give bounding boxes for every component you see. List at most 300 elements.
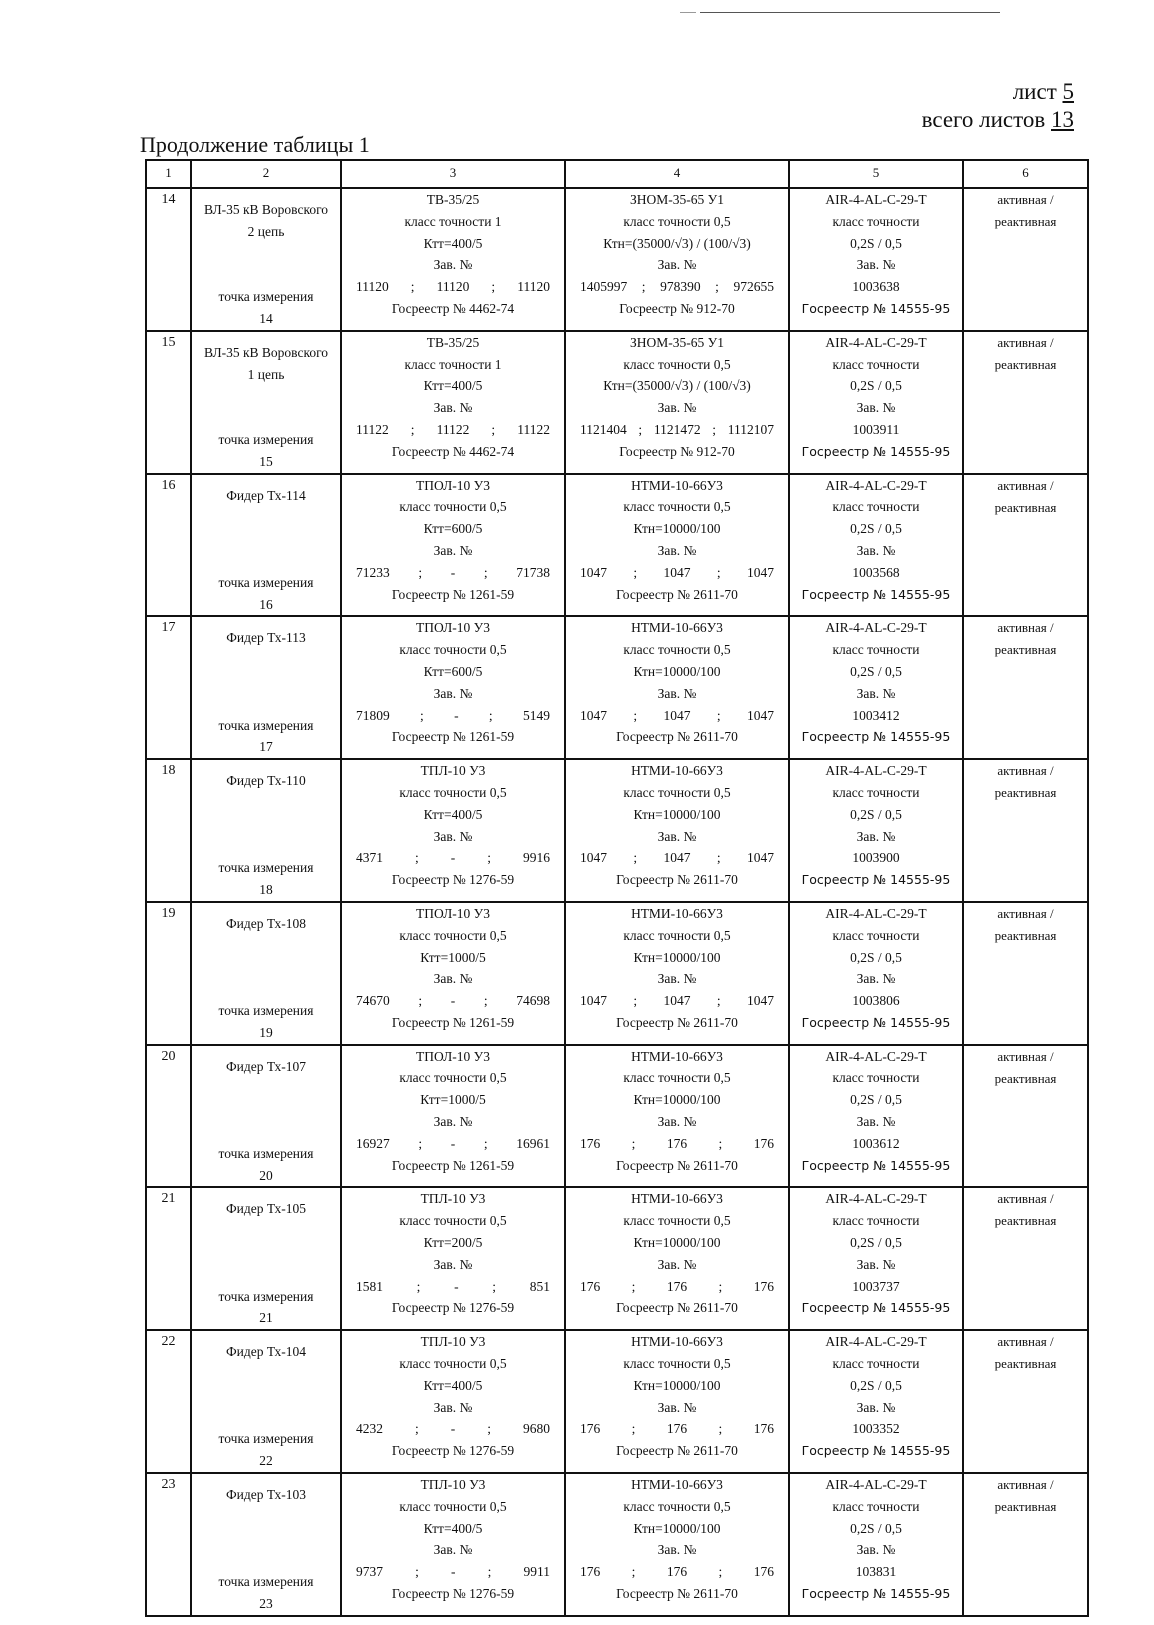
meter-registry: Госреестр № 14555-95 <box>801 300 951 316</box>
meter-serial-number: 1003612 <box>852 1135 900 1151</box>
serial-number: - <box>450 850 456 866</box>
meter-registry: Госреестр № 14555-95 <box>801 729 951 745</box>
vt-serial-numbers <box>566 1561 788 1583</box>
meter-type: AIR-4-AL-C-29-T <box>825 905 927 921</box>
row-number-cell <box>146 474 191 617</box>
meter-cell <box>789 331 963 474</box>
energy-type-line: реактивная <box>994 642 1057 658</box>
meter-accuracy-class: 0,2S / 0,5 <box>850 235 902 251</box>
vt-ratio: Ктн=(35000/√3) / (100/√3) <box>603 235 751 251</box>
meter-registry: Госреестр № 14555-95 <box>801 443 951 459</box>
sheet-label: лист <box>1012 79 1057 104</box>
ct-serial-numbers <box>342 562 564 584</box>
spacer <box>192 1363 340 1385</box>
row-number-cell <box>146 188 191 331</box>
row-number: 23 <box>161 1477 176 1493</box>
serial-number: - <box>450 993 456 1009</box>
table-row <box>146 1045 1088 1188</box>
ct-accuracy-class: класс точности 0,5 <box>399 1213 507 1229</box>
connection-name-line: 2 цепь <box>247 223 285 239</box>
serial-number: 1581 <box>356 1278 383 1294</box>
meter-registry: Госреестр № 14555-95 <box>801 1586 951 1602</box>
voltage-transformer-cell <box>565 759 789 902</box>
vt-ratio: Ктн=10000/100 <box>633 1520 721 1536</box>
ct-serial-label: Зав. № <box>433 1256 473 1272</box>
meter-serial-label: Зав. № <box>856 400 896 416</box>
connection-name <box>192 913 340 935</box>
meter-cell <box>789 616 963 759</box>
row-number-cell <box>146 1330 191 1473</box>
voltage-transformer-cell <box>565 1330 789 1473</box>
current-transformer-cell <box>341 902 565 1045</box>
energy-type-line: активная / <box>997 1477 1054 1493</box>
meter-type: AIR-4-AL-C-29-T <box>825 477 927 493</box>
serial-number: 1047 <box>663 850 691 866</box>
meter-serial-label: Зав. № <box>856 971 896 987</box>
serial-separator: ; <box>483 1135 488 1151</box>
measurement-point-number: 16 <box>259 596 273 612</box>
voltage-transformer-cell <box>565 616 789 759</box>
table-row <box>146 188 1088 331</box>
serial-number: 71738 <box>516 564 550 580</box>
energy-type-line: активная / <box>997 192 1054 207</box>
meter-serial-label: Зав. № <box>856 828 896 844</box>
row-number-cell <box>146 759 191 902</box>
row-number: 14 <box>161 192 176 207</box>
connection-name <box>192 342 340 386</box>
meter-serial-label: Зав. № <box>856 542 896 558</box>
vt-serial-numbers <box>566 419 788 441</box>
ct-accuracy-class: класс точности 0,5 <box>399 1356 507 1372</box>
meter-accuracy-label: класс точности <box>832 356 920 372</box>
current-transformer-cell <box>341 1473 565 1616</box>
meter-accuracy-label: класс точности <box>832 1070 920 1086</box>
vt-type: НТМИ-10-66У3 <box>631 477 723 493</box>
serial-separator: ; <box>410 279 415 295</box>
vt-type: НТМИ-10-66У3 <box>631 1048 723 1064</box>
col-header-2: 2 <box>191 160 341 188</box>
spacer <box>192 1099 340 1121</box>
serial-separator: ; <box>633 707 638 723</box>
table-row <box>146 331 1088 474</box>
spacer <box>192 1506 340 1528</box>
measurement-point-label: точка измерения <box>218 1431 314 1447</box>
table-row <box>146 616 1088 759</box>
meter-accuracy-class: 0,2S / 0,5 <box>850 1377 902 1393</box>
serial-number: 11122 <box>436 421 470 437</box>
serial-separator: ; <box>633 850 638 866</box>
vt-serial-label: Зав. № <box>657 542 697 558</box>
serial-number: 176 <box>753 1421 774 1437</box>
serial-separator: ; <box>487 1421 491 1437</box>
vt-serial-numbers <box>566 562 788 584</box>
meter-registry: Госреестр № 14555-95 <box>801 586 951 602</box>
vt-serial-label: Зав. № <box>657 257 697 273</box>
serial-separator: ; <box>414 850 419 866</box>
energy-type-line: активная / <box>997 905 1054 921</box>
serial-separator: ; <box>716 850 721 866</box>
ct-type: ТПОЛ-10 У3 <box>416 1048 490 1064</box>
serial-separator: ; <box>491 421 496 437</box>
ct-ratio: Ктт=400/5 <box>423 1520 483 1536</box>
meter-serial-number: 1003900 <box>852 850 900 866</box>
ct-accuracy-class: класс точности 0,5 <box>399 1498 507 1514</box>
voltage-transformer-cell <box>565 1045 789 1188</box>
table-row <box>146 1330 1088 1473</box>
measurement-point-label: точка измерения <box>218 431 314 447</box>
meter-accuracy-label: класс точности <box>832 213 920 229</box>
energy-type-cell <box>963 331 1088 474</box>
meter-accuracy-class: 0,2S / 0,5 <box>850 663 902 679</box>
meter-cell <box>789 1473 963 1616</box>
energy-type-line: активная / <box>997 763 1054 779</box>
connection-name-line: 1 цепь <box>247 366 285 382</box>
meter-serial-label: Зав. № <box>856 1399 896 1415</box>
meter-cell <box>789 474 963 617</box>
spacer <box>192 1549 340 1571</box>
measurement-point-label: точка измерения <box>218 1288 314 1304</box>
serial-number: 1121472 <box>653 421 701 437</box>
row-number: 15 <box>161 334 176 350</box>
ct-registry: Госреестр № 1276-59 <box>391 1586 515 1602</box>
connection-name <box>192 770 340 792</box>
meter-serial-label: Зав. № <box>856 1542 896 1558</box>
top-rule <box>700 12 1000 13</box>
meter-registry: Госреестр № 14555-95 <box>801 1014 951 1030</box>
meter-accuracy-class: 0,2S / 0,5 <box>850 1092 902 1108</box>
vt-registry: Госреестр № 912-70 <box>619 300 735 316</box>
current-transformer-cell <box>341 1045 565 1188</box>
serial-separator: ; <box>418 564 423 580</box>
meter-serial-number: 1003412 <box>852 707 900 723</box>
serial-number: 71233 <box>356 564 390 580</box>
connection-name-line: Фидер Тх-105 <box>226 1201 306 1217</box>
serial-separator: ; <box>483 993 488 1009</box>
energy-type-line: реактивная <box>994 785 1057 801</box>
serial-number: 11120 <box>436 279 470 295</box>
serial-number: 851 <box>529 1278 550 1294</box>
ct-accuracy-class: класс точности 0,5 <box>399 642 507 658</box>
connection-name-cell <box>191 1330 341 1473</box>
serial-number: 176 <box>580 1278 601 1294</box>
vt-ratio: Ктн=10000/100 <box>633 521 721 537</box>
connection-name-line: Фидер Тх-107 <box>226 1058 306 1074</box>
spacer <box>192 693 340 715</box>
spacer <box>192 935 340 957</box>
energy-type-line: активная / <box>997 620 1054 636</box>
vt-serial-label: Зав. № <box>657 971 697 987</box>
sheet-number: 5 <box>1062 79 1074 104</box>
spacer <box>192 407 340 429</box>
meter-registry: Госреестр № 14555-95 <box>801 1157 951 1173</box>
connection-name-cell <box>191 331 341 474</box>
current-transformer-cell <box>341 331 565 474</box>
measurement-point-label: точка измерения <box>218 1574 314 1590</box>
row-number-cell <box>146 1473 191 1616</box>
energy-type-line: реактивная <box>994 927 1057 943</box>
meter-serial-label: Зав. № <box>856 685 896 701</box>
connection-name-cell <box>191 759 341 902</box>
ct-serial-numbers <box>342 1133 564 1155</box>
current-transformer-cell <box>341 759 565 902</box>
vt-serial-numbers <box>566 276 788 298</box>
connection-name-line: ВЛ-35 кВ Воровского <box>203 202 329 217</box>
vt-ratio: Ктн=10000/100 <box>633 806 721 822</box>
spacer <box>192 957 340 979</box>
meter-cell <box>789 1045 963 1188</box>
serial-number: 176 <box>580 1564 601 1580</box>
vt-type: НТМИ-10-66У3 <box>631 620 723 636</box>
vt-serial-numbers <box>566 990 788 1012</box>
serial-number: 176 <box>753 1278 774 1294</box>
vt-serial-label: Зав. № <box>657 828 697 844</box>
meter-accuracy-class: 0,2S / 0,5 <box>850 521 902 537</box>
serial-separator: ; <box>483 564 488 580</box>
vt-registry: Госреестр № 2611-70 <box>616 872 738 888</box>
voltage-transformer-cell <box>565 902 789 1045</box>
connection-name-cell <box>191 188 341 331</box>
row-number-cell <box>146 902 191 1045</box>
energy-type-line: реактивная <box>994 1499 1057 1515</box>
ct-serial-numbers <box>342 705 564 727</box>
ct-serial-label: Зав. № <box>433 257 473 273</box>
ct-ratio: Ктт=400/5 <box>423 378 483 394</box>
serial-number: 1047 <box>746 707 774 723</box>
spacer <box>192 1077 340 1099</box>
ct-serial-numbers <box>342 1276 564 1298</box>
energy-type-line: реактивная <box>994 499 1057 515</box>
serial-number: 176 <box>753 1135 774 1151</box>
vt-accuracy-class: класс точности 0,5 <box>623 1070 731 1086</box>
ct-type: ТПЛ-10 У3 <box>420 763 486 779</box>
spacer <box>192 243 340 265</box>
vt-serial-label: Зав. № <box>657 1399 697 1415</box>
meter-type: AIR-4-AL-C-29-T <box>825 1334 927 1350</box>
connection-name-line: Фидер Тх-110 <box>226 773 306 789</box>
energy-type-cell <box>963 1045 1088 1188</box>
serial-number: 11122 <box>517 421 550 437</box>
serial-separator: ; <box>712 421 717 437</box>
vt-registry: Госреестр № 2611-70 <box>616 729 738 745</box>
meter-serial-label: Зав. № <box>856 1114 896 1130</box>
measurement-point-number: 19 <box>259 1024 273 1040</box>
serial-separator: ; <box>418 993 423 1009</box>
row-number: 17 <box>161 620 176 636</box>
serial-separator: ; <box>487 1564 492 1580</box>
voltage-transformer-cell <box>565 331 789 474</box>
serial-number: - <box>454 1278 459 1294</box>
serial-separator: ; <box>488 707 493 723</box>
vt-accuracy-class: класс точности 0,5 <box>623 1498 731 1514</box>
vt-type: НТМИ-10-66У3 <box>631 1477 723 1493</box>
vt-type: НТМИ-10-66У3 <box>631 1334 723 1350</box>
current-transformer-cell <box>341 474 565 617</box>
ct-serial-label: Зав. № <box>433 1542 473 1558</box>
ct-accuracy-class: класс точности 0,5 <box>399 927 507 943</box>
vt-accuracy-class: класс точности 0,5 <box>623 213 731 229</box>
meter-serial-number: 1003911 <box>852 421 900 437</box>
meter-accuracy-label: класс точности <box>832 499 920 515</box>
meter-serial-number: 1003352 <box>852 1421 900 1437</box>
row-number-cell <box>146 1187 191 1330</box>
meter-serial-number: 1003638 <box>852 279 900 295</box>
row-number-cell <box>146 331 191 474</box>
voltage-transformer-cell <box>565 474 789 617</box>
voltage-transformer-cell <box>565 188 789 331</box>
vt-serial-label: Зав. № <box>657 1542 697 1558</box>
current-transformer-cell <box>341 188 565 331</box>
vt-serial-label: Зав. № <box>657 1256 697 1272</box>
serial-number: 4371 <box>356 850 383 866</box>
serial-number: 74698 <box>516 993 550 1009</box>
serial-separator: ; <box>718 1135 723 1151</box>
spacer <box>192 1528 340 1550</box>
ct-ratio: Ктт=1000/5 <box>420 1092 486 1108</box>
table-caption: Продолжение таблицы 1 <box>140 132 370 157</box>
meter-type: AIR-4-AL-C-29-T <box>825 1048 927 1064</box>
spacer <box>192 1264 340 1286</box>
vt-serial-numbers <box>566 847 788 869</box>
serial-separator: ; <box>487 850 491 866</box>
serial-separator: ; <box>414 1421 419 1437</box>
ct-accuracy-class: класс точности 1 <box>404 356 502 372</box>
serial-number: 9680 <box>522 1421 550 1437</box>
serial-separator: ; <box>418 1135 423 1151</box>
ct-serial-numbers <box>342 1561 564 1583</box>
current-transformer-cell <box>341 1330 565 1473</box>
connection-name <box>192 485 340 507</box>
serial-separator: ; <box>716 993 721 1009</box>
energy-type-cell <box>963 1330 1088 1473</box>
ct-serial-label: Зав. № <box>433 1399 473 1415</box>
serial-separator: ; <box>633 993 638 1009</box>
meter-accuracy-label: класс точности <box>832 927 920 943</box>
ct-registry: Госреестр № 1276-59 <box>391 1443 515 1459</box>
ct-type: ТПЛ-10 У3 <box>420 1334 486 1350</box>
vt-serial-label: Зав. № <box>657 1114 697 1130</box>
connection-name <box>192 1341 340 1363</box>
vt-type: НТМИ-10-66У3 <box>631 763 723 779</box>
ct-serial-label: Зав. № <box>433 542 473 558</box>
voltage-transformer-cell <box>565 1187 789 1330</box>
serial-number: 176 <box>580 1135 601 1151</box>
vt-registry: Госреестр № 912-70 <box>619 443 735 459</box>
serial-number: 1047 <box>580 707 607 723</box>
meter-accuracy-class: 0,2S / 0,5 <box>850 1235 902 1251</box>
total-sheets-number: 13 <box>1051 107 1074 132</box>
meter-type: AIR-4-AL-C-29-T <box>825 1191 927 1207</box>
serial-separator: ; <box>716 707 721 723</box>
energy-type-line: активная / <box>997 477 1054 493</box>
ct-accuracy-class: класс точности 0,5 <box>399 499 507 515</box>
col-header-3: 3 <box>341 160 565 188</box>
serial-separator: ; <box>638 421 643 437</box>
ct-accuracy-class: класс точности 0,5 <box>399 784 507 800</box>
serial-number: 1047 <box>663 993 691 1009</box>
measurement-point-number: 21 <box>259 1310 273 1326</box>
spacer <box>192 978 340 1000</box>
meter-accuracy-class: 0,2S / 0,5 <box>850 949 902 965</box>
vt-registry: Госреестр № 2611-70 <box>616 1300 738 1316</box>
serial-number: 11122 <box>356 421 389 437</box>
connection-name-cell <box>191 902 341 1045</box>
vt-serial-numbers <box>566 1133 788 1155</box>
col-header-5: 5 <box>789 160 963 188</box>
serial-number: - <box>450 1564 456 1580</box>
serial-number: 16927 <box>356 1135 390 1151</box>
spacer <box>192 1220 340 1242</box>
meter-accuracy-label: класс точности <box>832 1213 920 1229</box>
spacer <box>192 1242 340 1264</box>
ct-ratio: Ктт=200/5 <box>423 1235 483 1251</box>
vt-registry: Госреестр № 2611-70 <box>616 1443 738 1459</box>
meter-registry: Госреестр № 14555-95 <box>801 1443 951 1459</box>
energy-type-cell <box>963 1473 1088 1616</box>
row-number: 22 <box>161 1334 176 1350</box>
measurement-point-label: точка измерения <box>218 289 314 305</box>
ct-serial-label: Зав. № <box>433 971 473 987</box>
serial-number: 5149 <box>522 707 550 723</box>
sheet-info <box>922 78 1074 134</box>
spacer <box>192 506 340 528</box>
vt-ratio: Ктн=10000/100 <box>633 1377 721 1393</box>
row-number: 21 <box>161 1191 176 1207</box>
serial-separator: ; <box>715 279 719 295</box>
measurement-point-number: 14 <box>259 310 273 326</box>
sheet-number-line <box>922 78 1074 106</box>
spacer <box>192 385 340 407</box>
serial-number: 11120 <box>517 279 550 295</box>
table-row <box>146 474 1088 617</box>
serial-number: 1047 <box>746 850 774 866</box>
serial-number: 9737 <box>356 1564 383 1580</box>
serial-number: 1047 <box>580 850 607 866</box>
current-transformer-cell <box>341 1187 565 1330</box>
serial-number: 74670 <box>356 993 390 1009</box>
vt-serial-label: Зав. № <box>657 400 697 416</box>
serial-number: 9911 <box>523 1564 550 1580</box>
vt-serial-numbers <box>566 1276 788 1298</box>
ct-accuracy-class: класс точности 0,5 <box>399 1070 507 1086</box>
meter-cell <box>789 188 963 331</box>
ct-serial-label: Зав. № <box>433 400 473 416</box>
ct-registry: Госреестр № 1261-59 <box>391 1014 515 1030</box>
ct-type: ТПОЛ-10 У3 <box>416 620 490 636</box>
serial-number: - <box>454 707 459 723</box>
serial-separator: ; <box>718 1421 723 1437</box>
connection-name <box>192 1198 340 1220</box>
serial-separator: ; <box>631 1421 636 1437</box>
energy-type-cell <box>963 759 1088 902</box>
connection-name <box>192 199 340 243</box>
ct-ratio: Ктт=600/5 <box>423 663 483 679</box>
connection-name-line: Фидер Тх-113 <box>226 630 306 646</box>
meter-accuracy-class: 0,2S / 0,5 <box>850 1520 902 1536</box>
vt-ratio: Ктн=10000/100 <box>633 1092 721 1108</box>
serial-separator: ; <box>716 564 721 580</box>
meter-serial-number: 1003568 <box>852 564 900 580</box>
measurement-point-label: точка измерения <box>218 1145 314 1161</box>
energy-type-line: реактивная <box>994 1356 1057 1372</box>
serial-number: 1047 <box>746 564 774 580</box>
measurement-point-number: 18 <box>259 882 273 898</box>
energy-type-cell <box>963 616 1088 759</box>
connection-name-cell <box>191 1045 341 1188</box>
col-header-4: 4 <box>565 160 789 188</box>
meter-type: AIR-4-AL-C-29-T <box>825 192 927 207</box>
ct-ratio: Ктт=600/5 <box>423 521 483 537</box>
measurement-point-label: точка измерения <box>218 860 314 876</box>
